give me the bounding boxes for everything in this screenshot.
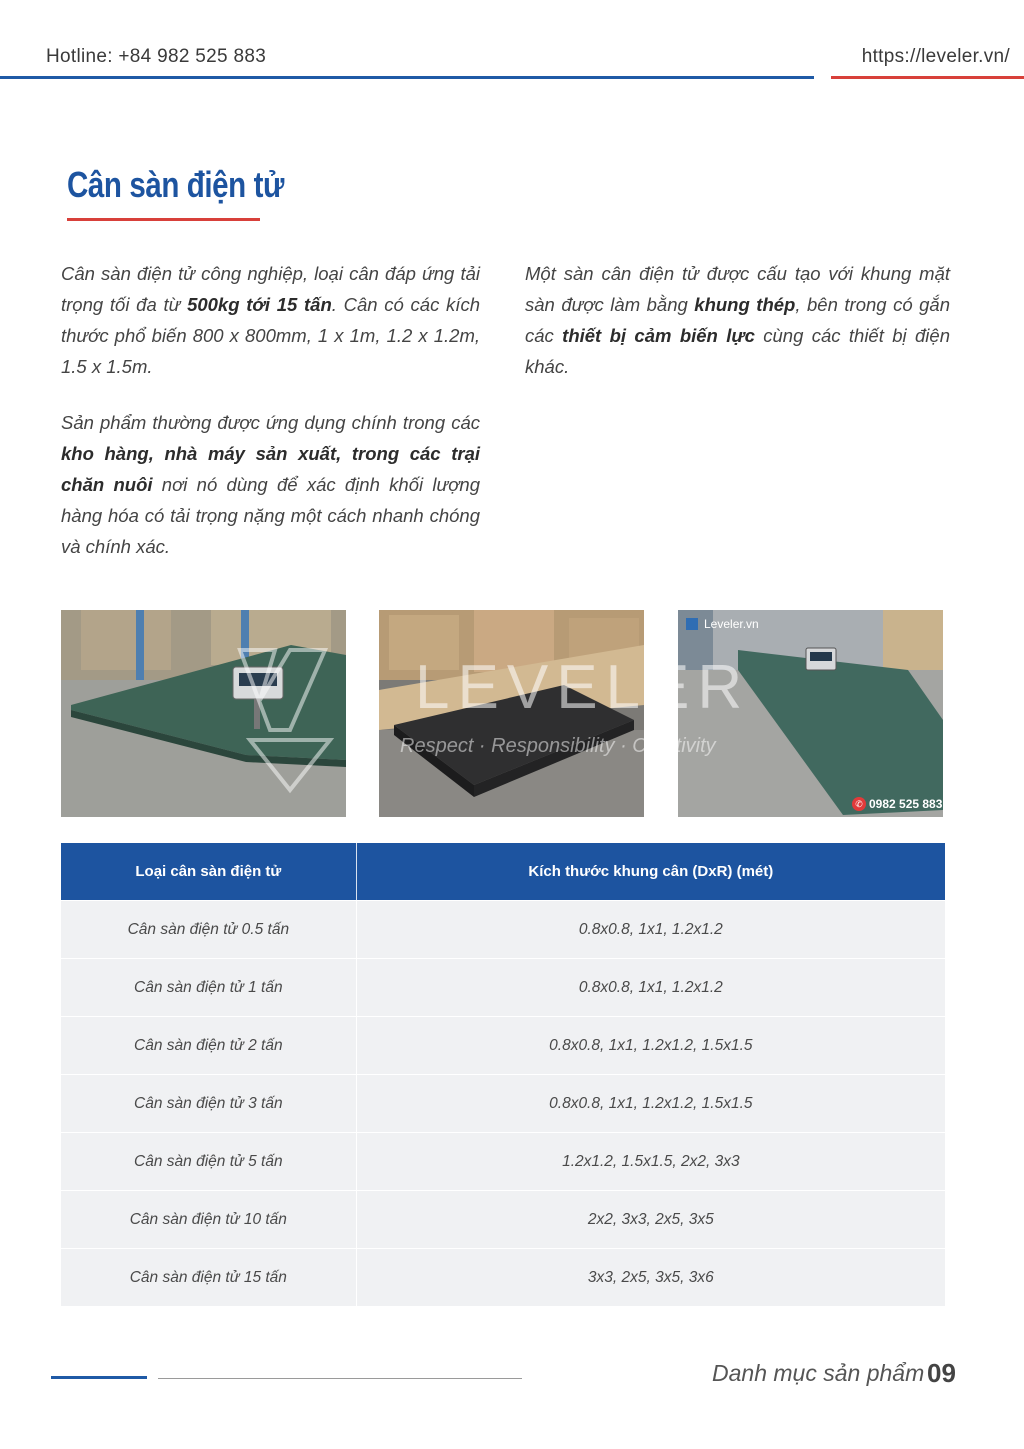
cell-frame-size: 3x3, 2x5, 3x5, 3x6	[587, 1268, 714, 1286]
header-frame-size: Kích thước khung cân (DxR) (mét)	[528, 863, 774, 880]
header-divider-blue	[0, 76, 814, 79]
table-header	[61, 843, 945, 900]
footer-section-label: Danh mục sản phẩm	[712, 1360, 925, 1386]
table-row	[61, 1074, 945, 1132]
watermark-tagline: Respect · Responsibility · Creativity	[400, 735, 716, 757]
product-photo-2	[379, 610, 644, 817]
watermark-brand: LEVELER	[415, 653, 751, 722]
hotline-text: Hotline: +84 982 525 883	[46, 46, 267, 67]
structure-paragraph: Một sàn cân điện tử được cấu tạo với khung mặt sàn được làm bằng khung thép, bên trong có gắn các thiết bị cảm biến lực cùng các thiết bị điện khác.	[525, 263, 950, 377]
title-underline	[67, 218, 260, 221]
table-row	[61, 958, 945, 1016]
cell-frame-size: 2x2, 3x3, 2x5, 3x5	[587, 1210, 714, 1228]
application-paragraph: Sản phẩm thường được ứng dụng chính trong các kho hàng, nhà máy sản xuất, trong các trại chăn nuôi nơi nó dùng để xác định khối lượng hàng hóa có tải trọng nặng một cách nhanh chóng và chính xác.	[61, 412, 480, 557]
intro-paragraph: Cân sàn điện tử công nghiệp, loại cân đáp ứng tải trọng tối đa từ 500kg tới 15 tấn. Cân có các kích thước phổ biến 800 x 800mm, 1 x 1m, 1.2 x 1.2m, 1.5 x 1.5m.	[61, 263, 480, 377]
cell-frame-size: 0.8x0.8, 1x1, 1.2x1.2	[578, 920, 723, 938]
capacity-highlight: 500kg tới 15 tấn	[187, 294, 332, 315]
table-row	[61, 1248, 945, 1306]
phone-icon: ✆	[852, 797, 866, 811]
footer-divider-gray	[158, 1378, 522, 1379]
header-divider-red	[831, 76, 1024, 79]
table-row	[61, 1132, 945, 1190]
load-sensor-highlight: thiết bị cảm biến lực	[562, 325, 755, 346]
cell-scale-type: Cân sàn điện tử 1 tấn	[61, 959, 357, 1016]
cell-scale-type: Cân sàn điện tử 10 tấn	[61, 1191, 357, 1248]
page-title: Cân sàn điện tử	[67, 164, 284, 205]
cell-scale-type: Cân sàn điện tử 5 tấn	[61, 1133, 357, 1190]
photo-phone: 0982 525 883	[869, 797, 943, 811]
table-row	[61, 900, 945, 958]
cell-frame-size: 0.8x0.8, 1x1, 1.2x1.2, 1.5x1.5	[549, 1094, 753, 1112]
cell-scale-type: Cân sàn điện tử 3 tấn	[61, 1075, 357, 1132]
table-row	[61, 1190, 945, 1248]
cell-scale-type: Cân sàn điện tử 0.5 tấn	[61, 901, 357, 958]
footer-divider-blue	[51, 1376, 147, 1379]
table-row	[61, 1016, 945, 1074]
product-photo-3	[678, 610, 943, 817]
size-table	[61, 843, 945, 1306]
header-scale-type: Loại cân sàn điện tử	[61, 843, 357, 900]
website-link[interactable]: https://leveler.vn/	[861, 46, 1010, 67]
cell-scale-type: Cân sàn điện tử 15 tấn	[61, 1249, 357, 1306]
photo-caption: Leveler.vn	[704, 617, 759, 631]
cell-scale-type: Cân sàn điện tử 2 tấn	[61, 1017, 357, 1074]
steel-frame-highlight: khung thép	[694, 294, 796, 315]
product-photo-1	[61, 610, 346, 817]
cell-frame-size: 1.2x1.2, 1.5x1.5, 2x2, 3x3	[562, 1152, 740, 1170]
page-number: 09	[927, 1358, 956, 1388]
cell-frame-size: 0.8x0.8, 1x1, 1.2x1.2, 1.5x1.5	[549, 1036, 753, 1054]
cell-frame-size: 0.8x0.8, 1x1, 1.2x1.2	[578, 978, 723, 996]
application-highlight: kho hàng, nhà máy sản xuất, trong các trại chăn nuôi	[61, 443, 480, 495]
